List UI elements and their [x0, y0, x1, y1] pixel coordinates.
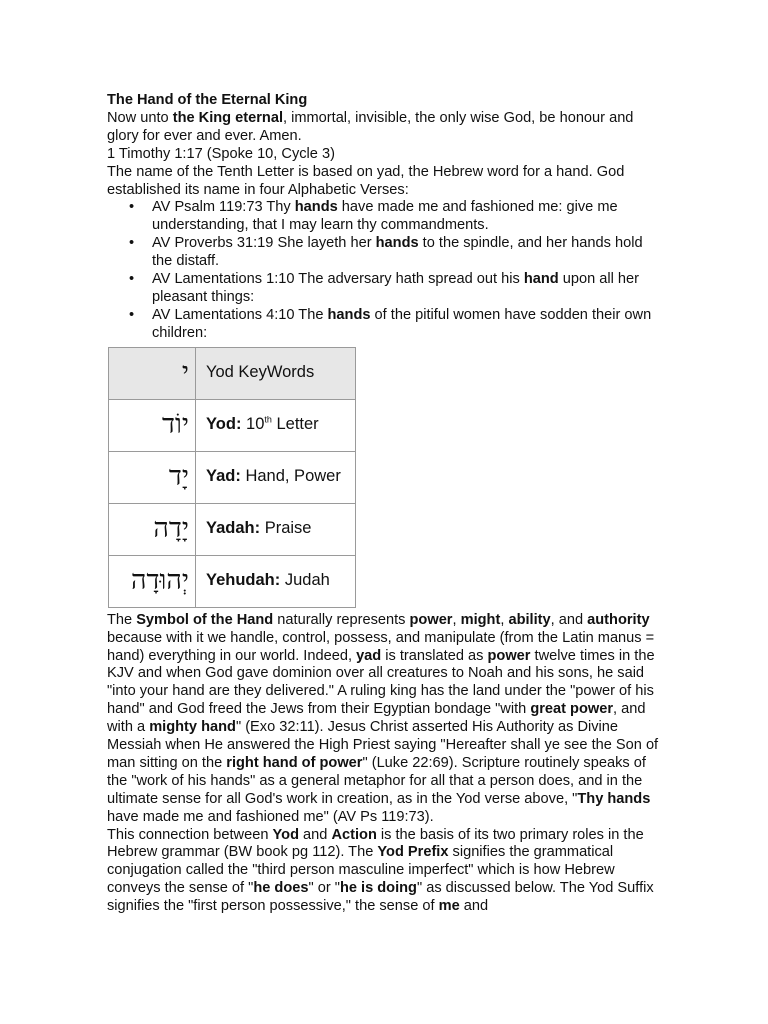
epigraph-reference: 1 Timothy 1:17 (Spoke 10, Cycle 3) — [107, 145, 335, 162]
keyword-cell: Yod: 10th Letter — [196, 399, 356, 451]
text-run: have made me and fashioned me" (AV Ps 119:73). — [107, 808, 434, 825]
emphasis-text: might — [460, 611, 501, 628]
hebrew-cell: יָדָה — [109, 503, 196, 555]
text-run: naturally represents — [273, 611, 410, 628]
text-run: " (Exo 32:11). Jesus Christ asserted His Authority as Divine Messiah when He answered the High Priest saying "Hereafter shall ye see the Son of man sitting on the — [107, 719, 659, 771]
text-run: and — [298, 826, 332, 843]
emphasis-text: he is doing — [339, 880, 417, 897]
emphasis-text: right hand of power — [226, 754, 363, 771]
text-run: , — [452, 611, 461, 628]
emphasis-text: Action — [331, 826, 377, 843]
hebrew-cell: י — [109, 347, 196, 399]
table-row — [109, 451, 356, 503]
table-header-row — [109, 347, 356, 399]
text-run: is the basis of its two primary roles in the Hebrew grammar (BW book pg 112). The — [107, 826, 644, 861]
keyword-cell: Yadah: Praise — [196, 503, 356, 555]
text-run: and — [459, 898, 489, 915]
body-paragraph-symbol-of-hand — [107, 612, 662, 827]
text-run: This connection between — [107, 826, 273, 843]
emphasis-text: me — [438, 898, 460, 915]
keyword-cell: Yad: Hand, Power — [196, 451, 356, 503]
text-run: The — [107, 611, 137, 628]
emphasis-text: Yod — [272, 826, 299, 843]
body-paragraph-yod-action — [107, 827, 662, 917]
text-run: " (Luke 22:69). Scripture routinely speaks of the "work of his hands" as a general metaphor for all that a person does, and in the ultimate sense for all God's work in creation, as in the Yod verse above, " — [107, 754, 646, 807]
intro-paragraph: The name of the Tenth Letter is based on yad, the Hebrew word for a hand. God established its name in four Alphabetic Verses: — [107, 163, 625, 198]
list-item: • AV Lamentations 1:10 The adversary hath spread out his hand upon all her pleasant things: — [129, 271, 640, 305]
text-run: because with it we handle, control, possess, and manipulate (from the Latin manus = hand) everything in our world. Indeed, — [107, 629, 655, 664]
emphasis-text: authority — [587, 611, 650, 628]
bullet-icon: • — [129, 271, 135, 288]
text-run: signifies the grammatical conjugation called the "third person masculine imperfect" which is how Hebrew conveys the sense of " — [107, 844, 615, 897]
emphasis-text: Thy hands — [577, 790, 651, 807]
document-title: The Hand of the Eternal King — [107, 92, 308, 108]
hebrew-cell: יָד — [109, 451, 196, 503]
epigraph-verse: Now unto the King eternal, immortal, invisible, the only wise God, be honour and glory for ever and ever. Amen. — [107, 109, 634, 144]
keyword-cell: Yehudah: Judah — [196, 555, 356, 607]
text-run: twelve times in the KJV and when God gave dominion over all creatures to Noah and his sons, he said "into your hand are they delivered." A ruling king has the land under the "power of his hand" and God freed the Jews from their Egyptian bondage "with — [107, 647, 655, 718]
emphasis-text: Symbol of the Hand — [136, 611, 274, 628]
emphasis-text: power — [409, 611, 453, 628]
text-run: , and — [550, 611, 588, 628]
table-row — [109, 399, 356, 451]
bullet-icon: • — [129, 199, 135, 216]
hebrew-cell: יוֹד — [109, 399, 196, 451]
table-row — [109, 555, 356, 607]
emphasis-text: ability — [508, 611, 551, 628]
text-run: " or " — [308, 880, 340, 897]
document-page — [107, 92, 662, 916]
text-run: is translated as — [381, 647, 488, 664]
emphasis-text: yad — [356, 647, 382, 664]
emphasis-text: great power — [530, 701, 614, 718]
hebrew-cell: יְהוּדָה — [109, 555, 196, 607]
text-run: , — [500, 611, 509, 628]
list-item: • AV Lamentations 4:10 The hands of the pitiful women have sodden their own children: — [129, 306, 652, 341]
emphasis-text: power — [487, 647, 531, 664]
verse-list — [107, 199, 662, 342]
list-item: • AV Proverbs 31:19 She layeth her hands to the spindle, and her hands hold the distaff. — [129, 235, 643, 270]
table-row — [109, 503, 356, 555]
yod-keywords-table — [108, 347, 356, 608]
text-run: " as discussed below. The Yod Suffix signifies the "first person possessive," the sense of — [107, 880, 654, 915]
table-header-label: Yod KeyWords — [196, 347, 356, 399]
emphasis-text: he does — [253, 880, 309, 897]
list-item: • AV Psalm 119:73 Thy hands have made me and fashioned me: give me understanding, that I may learn thy commandments. — [129, 199, 618, 234]
bullet-icon: • — [129, 306, 135, 323]
emphasis-text: Yod Prefix — [377, 844, 449, 861]
emphasis-text: mighty hand — [149, 719, 236, 736]
text-run: , and with a — [107, 701, 646, 736]
bullet-icon: • — [129, 235, 135, 252]
